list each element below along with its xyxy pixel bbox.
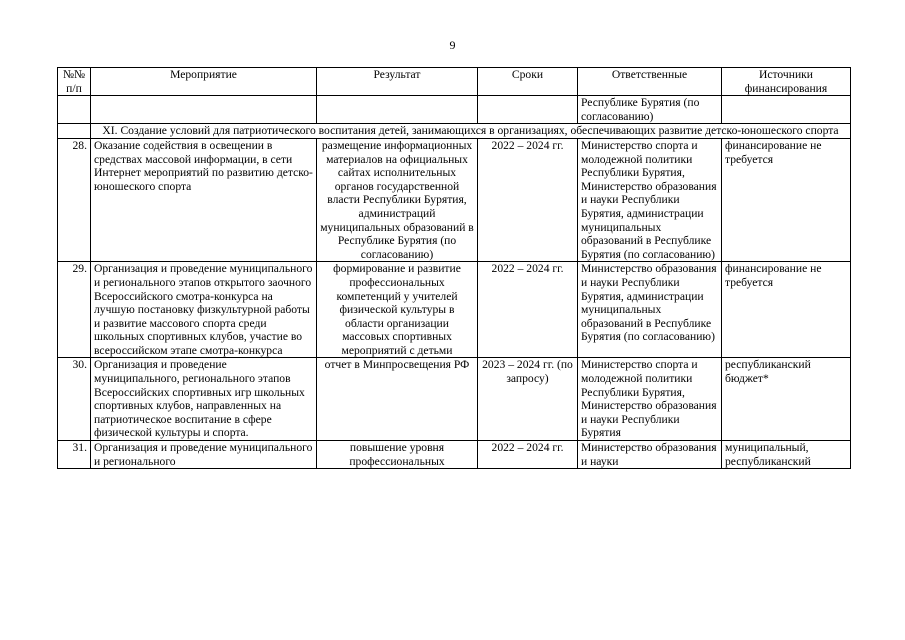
row-result: отчет в Минпросвещения РФ bbox=[317, 358, 478, 441]
continuation-funding bbox=[722, 96, 851, 124]
table-row bbox=[58, 262, 851, 358]
row-result: повышение уровня профессиональных bbox=[317, 441, 478, 469]
row-result: размещение информационных материалов на официальных сайтах исполнительных органов государственной власти Республики Бурятия, администраций муниципальных образований в Республике Бурятия (по согласованию) bbox=[317, 138, 478, 261]
continuation-responsible: Республике Бурятия (по согласованию) bbox=[578, 96, 722, 124]
continuation-num bbox=[58, 96, 91, 124]
row-event: Организация и проведение муниципального и регионального bbox=[91, 441, 317, 469]
row-event: Организация и проведение муниципального, регионального этапов Всероссийских спортивных игр школьных спортивных клубов, направленных на патриотическое воспитание в сфере физической культуры и спорта. bbox=[91, 358, 317, 441]
row-num: 28. bbox=[58, 138, 91, 261]
row-funding: финансирование не требуется bbox=[722, 138, 851, 261]
row-funding: муниципальный, республиканский bbox=[722, 441, 851, 469]
row-num: 31. bbox=[58, 441, 91, 469]
header-event: Мероприятие bbox=[91, 68, 317, 96]
row-responsible: Министерство спорта и молодежной политики Республики Бурятия, Министерство образования и науки Республики Бурятия bbox=[578, 358, 722, 441]
header-result: Результат bbox=[317, 68, 478, 96]
header-row bbox=[58, 68, 851, 96]
row-responsible: Министерство образования и науки Республики Бурятия, администрации муниципальных образований в Республике Бурятия (по согласованию) bbox=[578, 262, 722, 358]
row-term: 2023 – 2024 гг. (по запросу) bbox=[478, 358, 578, 441]
row-event: Оказание содействия в освещении в средствах массовой информации, в сети Интернет мероприятий по развитию детско-юношеского спорта bbox=[91, 138, 317, 261]
row-event: Организация и проведение муниципального и регионального этапов открытого заочного Всероссийского смотра-конкурса на лучшую постановку физкультурной работы и развитие массового спорта среди школьных спортивных клубов, участие во всероссийском этапе смотра-конкурса bbox=[91, 262, 317, 358]
row-funding: финансирование не требуется bbox=[722, 262, 851, 358]
row-num: 30. bbox=[58, 358, 91, 441]
section-title: XI. Создание условий для патриотического воспитания детей, занимающихся в организациях, обеспечивающих развитие детско-юношеского спорта bbox=[91, 124, 851, 139]
page-number: 9 bbox=[449, 38, 456, 52]
header-responsible: Ответственные bbox=[578, 68, 722, 96]
continuation-result bbox=[317, 96, 478, 124]
row-result: формирование и развитие профессиональных компетенций у учителей физической культуры в области организации массовых спортивных мероприятий с детьми bbox=[317, 262, 478, 358]
header-funding: Источники финансирования bbox=[722, 68, 851, 96]
row-term: 2022 – 2024 гг. bbox=[478, 262, 578, 358]
table-row bbox=[58, 358, 851, 441]
table-row bbox=[58, 138, 851, 261]
row-funding: республиканский бюджет* bbox=[722, 358, 851, 441]
row-term: 2022 – 2024 гг. bbox=[478, 138, 578, 261]
section-row bbox=[58, 124, 851, 139]
header-term: Сроки bbox=[478, 68, 578, 96]
row-responsible: Министерство образования и науки bbox=[578, 441, 722, 469]
continuation-term bbox=[478, 96, 578, 124]
continuation-event bbox=[91, 96, 317, 124]
header-num: №№ п/п bbox=[58, 68, 91, 96]
table-row bbox=[58, 441, 851, 469]
measures-table bbox=[57, 67, 851, 469]
row-responsible: Министерство спорта и молодежной политики Республики Бурятия, Министерство образования и науки Республики Бурятия, администрации муниципальных образований в Республике Бурятия (по согласованию) bbox=[578, 138, 722, 261]
continuation-row bbox=[58, 96, 851, 124]
section-num bbox=[58, 124, 91, 139]
row-num: 29. bbox=[58, 262, 91, 358]
row-term: 2022 – 2024 гг. bbox=[478, 441, 578, 469]
